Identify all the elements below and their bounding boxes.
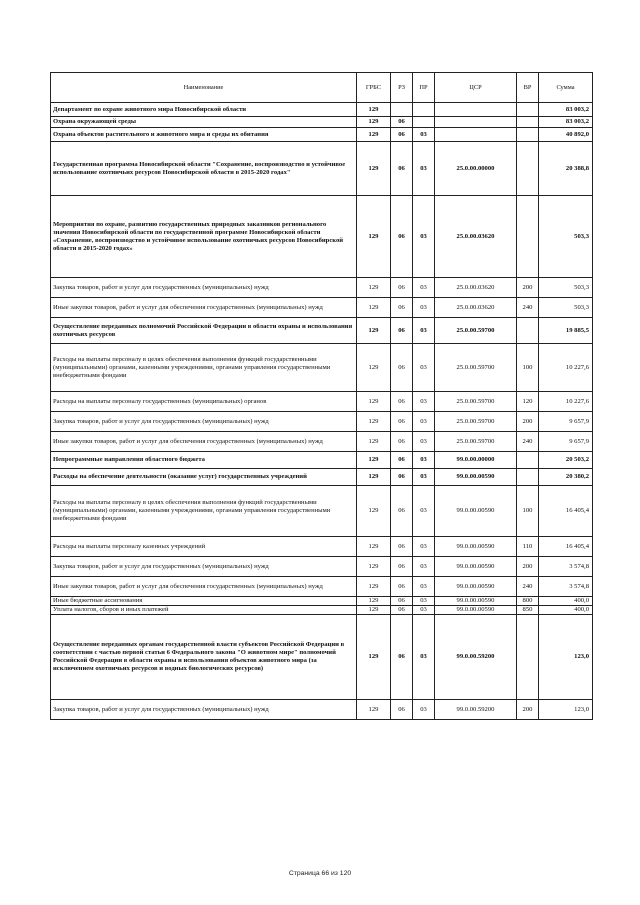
table-row bbox=[51, 615, 593, 700]
cell-rz: 06 bbox=[391, 128, 413, 142]
cell-csr: 25.0.00.03620 bbox=[435, 196, 517, 278]
header-vr: ВР bbox=[517, 73, 539, 103]
cell-csr: 25.0.00.59700 bbox=[435, 432, 517, 452]
cell-sum: 400,0 bbox=[539, 606, 593, 615]
cell-csr: 99.0.00.00590 bbox=[435, 469, 517, 486]
cell-grbs: 129 bbox=[357, 392, 391, 412]
cell-csr: 25.0.00.00000 bbox=[435, 142, 517, 196]
cell-sum: 9 657,9 bbox=[539, 412, 593, 432]
cell-sum: 3 574,8 bbox=[539, 577, 593, 597]
cell-rz: 06 bbox=[391, 486, 413, 537]
table-row bbox=[51, 700, 593, 720]
cell-grbs: 129 bbox=[357, 117, 391, 128]
cell-sum: 123,0 bbox=[539, 615, 593, 700]
cell-vr: 240 bbox=[517, 298, 539, 318]
cell-csr: 25.0.00.03620 bbox=[435, 278, 517, 298]
cell-rz: 06 bbox=[391, 318, 413, 344]
cell-name: Непрограммные направления областного бюджета bbox=[51, 452, 357, 469]
cell-pr: 03 bbox=[413, 606, 435, 615]
cell-rz: 06 bbox=[391, 196, 413, 278]
table-row bbox=[51, 318, 593, 344]
cell-grbs: 129 bbox=[357, 469, 391, 486]
table-row bbox=[51, 117, 593, 128]
cell-sum: 83 003,2 bbox=[539, 103, 593, 117]
cell-sum: 10 227,6 bbox=[539, 344, 593, 392]
cell-csr: 99.0.00.59200 bbox=[435, 615, 517, 700]
cell-vr bbox=[517, 128, 539, 142]
cell-csr: 25.0.00.03620 bbox=[435, 298, 517, 318]
cell-csr: 25.0.00.59700 bbox=[435, 412, 517, 432]
table-row bbox=[51, 537, 593, 557]
cell-csr bbox=[435, 103, 517, 117]
cell-grbs: 129 bbox=[357, 577, 391, 597]
cell-rz: 06 bbox=[391, 537, 413, 557]
cell-name: Государственная программа Новосибирской области "Сохранение, воспроизводство и устойчивое использование охотничьих ресурсов Новосибирской области в 2015-2020 годах" bbox=[51, 142, 357, 196]
cell-vr: 240 bbox=[517, 432, 539, 452]
cell-sum: 10 227,6 bbox=[539, 392, 593, 412]
cell-csr: 25.0.00.59700 bbox=[435, 318, 517, 344]
cell-rz: 06 bbox=[391, 452, 413, 469]
cell-sum: 3 574,8 bbox=[539, 557, 593, 577]
cell-grbs: 129 bbox=[357, 278, 391, 298]
cell-rz: 06 bbox=[391, 597, 413, 606]
cell-rz: 06 bbox=[391, 344, 413, 392]
cell-pr: 03 bbox=[413, 318, 435, 344]
cell-grbs: 129 bbox=[357, 537, 391, 557]
cell-pr: 03 bbox=[413, 700, 435, 720]
header-name: Наименование bbox=[51, 73, 357, 103]
cell-name: Расходы на выплаты персоналу казенных учреждений bbox=[51, 537, 357, 557]
cell-vr bbox=[517, 103, 539, 117]
cell-grbs: 129 bbox=[357, 432, 391, 452]
header-rz: РЗ bbox=[391, 73, 413, 103]
cell-grbs: 129 bbox=[357, 557, 391, 577]
table-row bbox=[51, 432, 593, 452]
cell-name: Закупка товаров, работ и услуг для государственных (муниципальных) нужд bbox=[51, 412, 357, 432]
cell-pr: 03 bbox=[413, 128, 435, 142]
cell-sum: 20 388,8 bbox=[539, 142, 593, 196]
table-row bbox=[51, 577, 593, 597]
cell-rz: 06 bbox=[391, 432, 413, 452]
cell-grbs: 129 bbox=[357, 700, 391, 720]
cell-grbs: 129 bbox=[357, 103, 391, 117]
cell-csr: 25.0.00.59700 bbox=[435, 392, 517, 412]
cell-pr: 03 bbox=[413, 412, 435, 432]
cell-grbs: 129 bbox=[357, 486, 391, 537]
cell-sum: 123,0 bbox=[539, 700, 593, 720]
cell-csr: 99.0.00.00000 bbox=[435, 452, 517, 469]
cell-vr: 240 bbox=[517, 577, 539, 597]
header-sum: Сумма bbox=[539, 73, 593, 103]
cell-sum: 400,0 bbox=[539, 597, 593, 606]
cell-pr: 03 bbox=[413, 452, 435, 469]
cell-vr: 800 bbox=[517, 597, 539, 606]
cell-name: Расходы на выплаты персоналу в целях обеспечения выполнения функций государственными (муниципальными) органами, казенными учреждениями, органами управления государственными внебюджетными фондами bbox=[51, 344, 357, 392]
cell-grbs: 129 bbox=[357, 142, 391, 196]
cell-csr: 99.0.00.00590 bbox=[435, 557, 517, 577]
cell-vr bbox=[517, 318, 539, 344]
table-row bbox=[51, 452, 593, 469]
cell-grbs: 129 bbox=[357, 452, 391, 469]
cell-name: Расходы на выплаты персоналу государственных (муниципальных) органов bbox=[51, 392, 357, 412]
cell-name: Расходы на выплаты персоналу в целях обеспечения выполнения функций государственными (муниципальными) органами, казенными учреждениями, органами управления государственными внебюджетными фондами bbox=[51, 486, 357, 537]
cell-vr: 200 bbox=[517, 700, 539, 720]
cell-name: Охрана объектов растительного и животного мира и среды их обитания bbox=[51, 128, 357, 142]
cell-pr: 03 bbox=[413, 432, 435, 452]
cell-pr bbox=[413, 117, 435, 128]
cell-vr: 200 bbox=[517, 278, 539, 298]
cell-name: Закупка товаров, работ и услуг для государственных (муниципальных) нужд bbox=[51, 700, 357, 720]
cell-rz: 06 bbox=[391, 278, 413, 298]
cell-csr bbox=[435, 117, 517, 128]
table-body bbox=[51, 103, 593, 720]
cell-sum: 503,3 bbox=[539, 278, 593, 298]
header-grbs: ГРБС bbox=[357, 73, 391, 103]
cell-pr: 03 bbox=[413, 298, 435, 318]
header-csr: ЦСР bbox=[435, 73, 517, 103]
cell-rz: 06 bbox=[391, 117, 413, 128]
cell-vr: 850 bbox=[517, 606, 539, 615]
table-row bbox=[51, 128, 593, 142]
table-row bbox=[51, 298, 593, 318]
cell-pr: 03 bbox=[413, 344, 435, 392]
cell-csr: 99.0.00.00590 bbox=[435, 537, 517, 557]
table-row bbox=[51, 557, 593, 577]
cell-csr bbox=[435, 128, 517, 142]
cell-pr: 03 bbox=[413, 557, 435, 577]
cell-name: Охрана окружающей среды bbox=[51, 117, 357, 128]
cell-sum: 16 405,4 bbox=[539, 537, 593, 557]
cell-vr bbox=[517, 142, 539, 196]
cell-grbs: 129 bbox=[357, 606, 391, 615]
cell-grbs: 129 bbox=[357, 412, 391, 432]
cell-name: Мероприятия по охране, развитию государственных природных заказников регионального значения Новосибирской области по государственной программе Новосибирской области «Сохранение, воспроизводство и устойчивое использование охотничьих ресурсов Новосибирской области в 2015-2020 годах» bbox=[51, 196, 357, 278]
cell-vr bbox=[517, 196, 539, 278]
cell-csr: 99.0.00.59200 bbox=[435, 700, 517, 720]
cell-name: Закупка товаров, работ и услуг для государственных (муниципальных) нужд bbox=[51, 557, 357, 577]
cell-grbs: 129 bbox=[357, 318, 391, 344]
table-header-row bbox=[51, 73, 593, 103]
table-row bbox=[51, 103, 593, 117]
table-row bbox=[51, 142, 593, 196]
cell-sum: 20 380,2 bbox=[539, 469, 593, 486]
table-row bbox=[51, 412, 593, 432]
cell-grbs: 129 bbox=[357, 128, 391, 142]
table-row bbox=[51, 196, 593, 278]
cell-grbs: 129 bbox=[357, 196, 391, 278]
cell-sum: 19 885,5 bbox=[539, 318, 593, 344]
cell-rz: 06 bbox=[391, 298, 413, 318]
cell-csr: 99.0.00.00590 bbox=[435, 597, 517, 606]
cell-pr: 03 bbox=[413, 392, 435, 412]
cell-rz: 06 bbox=[391, 142, 413, 196]
cell-pr: 03 bbox=[413, 486, 435, 537]
cell-pr: 03 bbox=[413, 142, 435, 196]
cell-name: Иные закупки товаров, работ и услуг для обеспечения государственных (муниципальных) нужд bbox=[51, 432, 357, 452]
cell-sum: 503,3 bbox=[539, 298, 593, 318]
cell-pr: 03 bbox=[413, 196, 435, 278]
table-row bbox=[51, 606, 593, 615]
header-pr: ПР bbox=[413, 73, 435, 103]
cell-grbs: 129 bbox=[357, 615, 391, 700]
cell-sum: 9 657,9 bbox=[539, 432, 593, 452]
cell-rz bbox=[391, 103, 413, 117]
cell-pr: 03 bbox=[413, 278, 435, 298]
table-row bbox=[51, 278, 593, 298]
table-row bbox=[51, 344, 593, 392]
budget-table bbox=[50, 72, 593, 720]
cell-pr: 03 bbox=[413, 469, 435, 486]
table-row bbox=[51, 597, 593, 606]
cell-vr: 120 bbox=[517, 392, 539, 412]
cell-csr: 99.0.00.00590 bbox=[435, 606, 517, 615]
cell-rz: 06 bbox=[391, 606, 413, 615]
cell-rz: 06 bbox=[391, 392, 413, 412]
cell-pr: 03 bbox=[413, 597, 435, 606]
cell-vr: 200 bbox=[517, 412, 539, 432]
cell-rz: 06 bbox=[391, 615, 413, 700]
cell-name: Закупка товаров, работ и услуг для государственных (муниципальных) нужд bbox=[51, 278, 357, 298]
cell-rz: 06 bbox=[391, 469, 413, 486]
cell-rz: 06 bbox=[391, 412, 413, 432]
cell-grbs: 129 bbox=[357, 344, 391, 392]
cell-sum: 83 003,2 bbox=[539, 117, 593, 128]
cell-name: Иные бюджетные ассигнования bbox=[51, 597, 357, 606]
cell-vr bbox=[517, 469, 539, 486]
cell-rz: 06 bbox=[391, 557, 413, 577]
cell-pr: 03 bbox=[413, 615, 435, 700]
table-row bbox=[51, 392, 593, 412]
table-row bbox=[51, 469, 593, 486]
cell-name: Иные закупки товаров, работ и услуг для обеспечения государственных (муниципальных) нужд bbox=[51, 298, 357, 318]
cell-rz: 06 bbox=[391, 577, 413, 597]
cell-grbs: 129 bbox=[357, 597, 391, 606]
cell-pr bbox=[413, 103, 435, 117]
cell-name: Департамент по охране животного мира Новосибирской области bbox=[51, 103, 357, 117]
cell-vr: 110 bbox=[517, 537, 539, 557]
cell-grbs: 129 bbox=[357, 298, 391, 318]
cell-rz: 06 bbox=[391, 700, 413, 720]
cell-csr: 25.0.00.59700 bbox=[435, 344, 517, 392]
cell-vr bbox=[517, 452, 539, 469]
cell-pr: 03 bbox=[413, 577, 435, 597]
cell-vr: 100 bbox=[517, 486, 539, 537]
cell-pr: 03 bbox=[413, 537, 435, 557]
cell-sum: 503,3 bbox=[539, 196, 593, 278]
cell-name: Уплата налогов, сборов и иных платежей bbox=[51, 606, 357, 615]
cell-sum: 16 405,4 bbox=[539, 486, 593, 537]
cell-vr bbox=[517, 615, 539, 700]
cell-csr: 99.0.00.00590 bbox=[435, 577, 517, 597]
cell-sum: 40 892,0 bbox=[539, 128, 593, 142]
cell-name: Иные закупки товаров, работ и услуг для обеспечения государственных (муниципальных) нужд bbox=[51, 577, 357, 597]
cell-csr: 99.0.00.00590 bbox=[435, 486, 517, 537]
table-row bbox=[51, 486, 593, 537]
cell-vr bbox=[517, 117, 539, 128]
cell-sum: 20 503,2 bbox=[539, 452, 593, 469]
cell-vr: 100 bbox=[517, 344, 539, 392]
cell-name: Осуществление переданных полномочий Российской Федерации в области охраны и использования охотничьих ресурсов bbox=[51, 318, 357, 344]
cell-name: Расходы на обеспечение деятельности (оказание услуг) государственных учреждений bbox=[51, 469, 357, 486]
cell-vr: 200 bbox=[517, 557, 539, 577]
page-number: Страница 66 из 120 bbox=[288, 870, 352, 877]
cell-name: Осуществление переданных органам государственной власти субъектов Российской Федерации в соответствии с частью первой статьи 6 Федерального закона "О животном мире" полномочий Российской Федерации в области охраны и использования объектов животного мира (за исключением охотничьих ресурсов и водных биологических ресурсов) bbox=[51, 615, 357, 700]
